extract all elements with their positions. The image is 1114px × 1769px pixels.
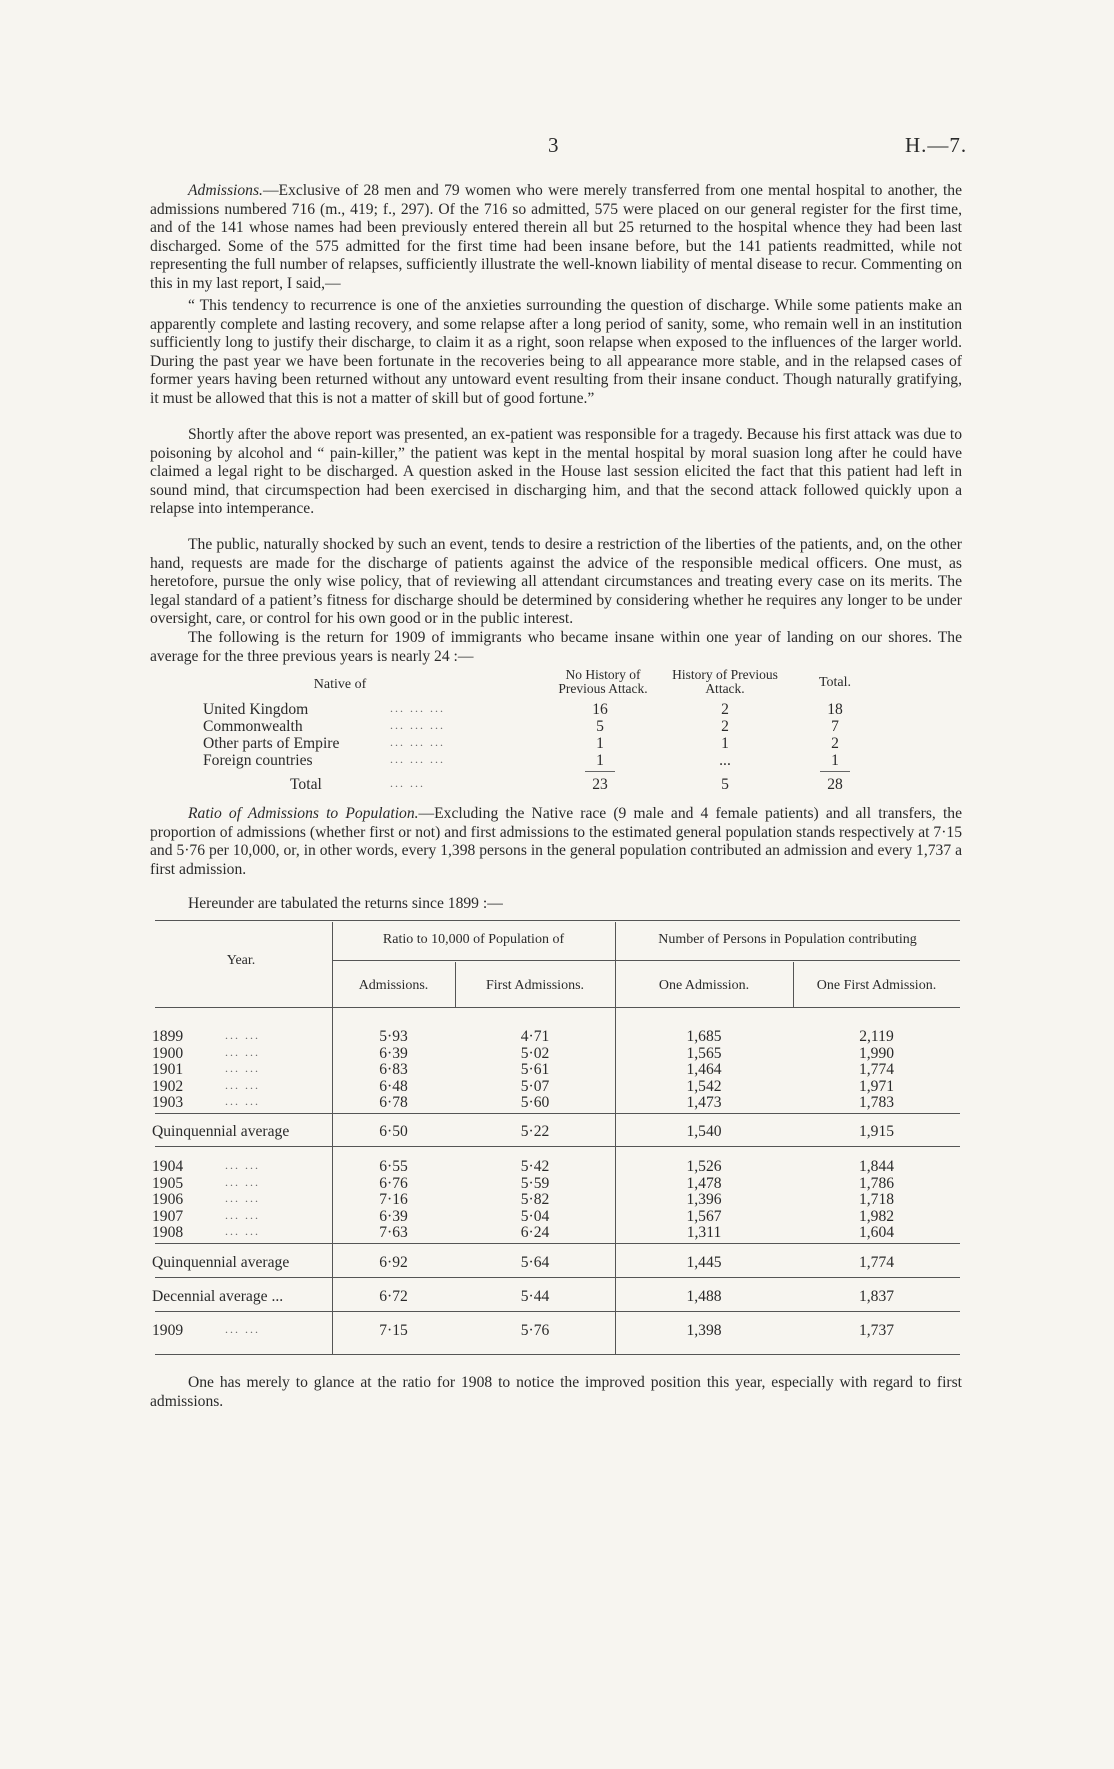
leader-dots: ... ... ... [390, 735, 445, 749]
no-history-value: 5 [596, 718, 604, 735]
one-first-admission-value: 1,982 [858, 1207, 895, 1225]
one-first-admission-value: 1,971 [858, 1077, 895, 1095]
table-row [150, 1191, 962, 1209]
header-ratio-group: Ratio to 10,000 of Population of [382, 932, 565, 947]
one-admission-value: 1,567 [686, 1207, 722, 1225]
header-year: Year. [226, 953, 256, 968]
quinquennial-average-row [150, 1123, 962, 1141]
one-admission-value: 1,478 [686, 1174, 722, 1192]
leader-dots: ... ... [225, 1061, 260, 1075]
one-admission-value: 1,488 [686, 1288, 722, 1305]
rule [155, 1113, 960, 1114]
header-history: History of Previous Attack. [672, 667, 778, 696]
year-label: 1902 [152, 1077, 184, 1095]
total-value: 1 [831, 752, 839, 769]
ratio-text: —Excluding the Native race (9 male and 4 female patients) and all transfers, the proportion of admissions (whether first or not) and first admissions to the estimated general population stands respectively at 7·15 and 5·76 per 10,000, or, in other words, every 1,398 persons in the general population contributed an admission and every 1,737 a first admission. [150, 805, 962, 878]
admissions-paragraph [150, 182, 962, 294]
ratio-paragraph [150, 805, 962, 879]
year-label: 1903 [152, 1094, 184, 1111]
year-label: 1900 [152, 1044, 184, 1062]
table-row [150, 1061, 962, 1079]
one-admission-value: 1,542 [686, 1077, 722, 1095]
year-label: 1904 [152, 1158, 184, 1175]
year-label: 1908 [152, 1224, 184, 1241]
tragedy-paragraph: Shortly after the above report was presented, an ex-patient was responsible for a tragedy. Because his first attack was due to poisoning by alcohol and “ pain-killer,” the patient was kept in the mental hospital by moral suasion long after he could have claimed a legal right to be discharged. A question asked in the House last session elicited the fact that this patient had left in sound mind, that circumspection had been exercised in discharging him, and that the second attack followed quickly upon a relapse into intemperance. [150, 426, 962, 518]
one-admission-value: 1,464 [686, 1061, 722, 1078]
header-total: Total. [818, 675, 852, 690]
year-label: 1906 [152, 1191, 184, 1208]
quote-paragraph: “ This tendency to recurrence is one of the anxieties surrounding the question of discharge. While some patients make an apparently complete and lasting recovery, and some relapse after a long period of sanity, some, who remain well in an institution sufficiently long to justify their discharge, to claim it as a right, soon relapse when exposed to the influences of the larger world. During the past year we have been fortunate in the recoveries being to all appearance more stable, and in the relapsed cases of former years having been returned without any untoward event resulting from their insane conduct. Though naturally gratifying, it must be allowed that this is not a matter of skill but of good fortune.” [150, 297, 962, 407]
admissions-text: —Exclusive of 28 men and 79 women who were merely transferred from one mental hospital to another, the admissions numbered 716 (m., 419; f., 297). Of the 716 so admitted, 575 were placed on our general register for the first time, and of the 141 whose names had been previously entered therein all but 25 returned to the hospital whence they had been last discharged. Some of the 575 admitted for the first time had been insane before, but the 141 patients readmitted, while not representing the full number of relapses, sufficiently illustrate the well-known liability of mental disease to recur. Commenting on this in my last report, I said,— [150, 182, 962, 292]
admissions-value: 6·48 [379, 1077, 408, 1095]
year-label: 1909 [152, 1322, 184, 1339]
no-history-value: 1 [596, 752, 604, 769]
row-label: Other parts of Empire [203, 735, 340, 752]
leader-dots: ... ... ... [390, 718, 445, 732]
total-label: Total [290, 776, 322, 793]
rule [155, 1146, 960, 1147]
leader-dots: ... ... [225, 1044, 260, 1059]
leader-dots: ... ... [225, 1191, 260, 1205]
average-label: Decennial average ... [152, 1288, 284, 1305]
total-value: 18 [827, 701, 843, 718]
header-one-first-admission: One First Admission. [816, 978, 937, 993]
history-value: ... [719, 752, 731, 769]
table-row [150, 1322, 962, 1340]
leader-dots: ... ... [225, 1158, 260, 1172]
admissions-value: 6·92 [379, 1254, 408, 1271]
first-admissions-value: 5·42 [520, 1158, 550, 1175]
first-admissions-value: 5·76 [520, 1322, 550, 1339]
document-reference: H.—7. [905, 133, 968, 157]
first-admissions-value: 5·82 [520, 1191, 550, 1208]
rule [820, 771, 850, 772]
admissions-value: 7·16 [379, 1191, 408, 1208]
leader-dots: ... ... [225, 1322, 260, 1336]
public-paragraph: The public, naturally shocked by such an event, tends to desire a restriction of the liberties of the patients, and, on the other hand, requests are made for the discharge of patients against the advice of the responsible medical officers. One must, as heretofore, pursue the only wise policy, that of reviewing all attendant circumstances and treating every case on its merits. The legal standard of a patient’s fitness for discharge should be determined by considering whether he requires any longer to be under oversight, care, or control for his own good or in the public interest. [150, 536, 962, 628]
one-first-admission-value: 2,119 [859, 1028, 894, 1045]
table-row [150, 1158, 962, 1176]
immigrants-intro: The following is the return for 1909 of immigrants who became insane within one year of landing on our shores. The average for the three previous years is nearly 24 :— [150, 629, 962, 665]
one-first-admission-value: 1,774 [858, 1254, 895, 1271]
table-row [150, 1045, 962, 1063]
one-first-admission-value: 1,718 [858, 1191, 895, 1208]
total-value: 7 [831, 718, 839, 735]
one-first-admission-value: 1,786 [858, 1174, 895, 1192]
admissions-value: 6·39 [379, 1207, 408, 1225]
rule [155, 1311, 960, 1312]
one-first-admission-value: 1,990 [858, 1044, 895, 1062]
rule [155, 1243, 960, 1244]
grand-total: 28 [827, 776, 843, 793]
rule [155, 1007, 960, 1008]
average-label: Quinquennial average [152, 1123, 290, 1140]
first-admissions-value: 5·61 [520, 1061, 550, 1078]
immigrants-table [190, 668, 950, 798]
admissions-value: 6·78 [379, 1094, 408, 1111]
leader-dots: ... ... ... [390, 701, 445, 715]
table-row [150, 1028, 962, 1046]
first-admissions-value: 5·22 [520, 1123, 550, 1140]
leader-dots: ... ... [390, 776, 425, 790]
one-admission-value: 1,540 [686, 1123, 722, 1140]
year-label: 1899 [152, 1028, 184, 1045]
first-admissions-value: 5·59 [520, 1174, 550, 1192]
one-first-admission-value: 1,837 [858, 1288, 895, 1305]
one-first-admission-value: 1,604 [858, 1224, 895, 1241]
header-native: Native of [313, 677, 367, 692]
one-first-admission-value: 1,737 [858, 1322, 895, 1339]
immigrants-row [190, 752, 950, 771]
table-row [150, 1208, 962, 1226]
one-admission-value: 1,473 [686, 1094, 722, 1111]
row-label: United Kingdom [203, 701, 309, 718]
leader-dots: ... ... [225, 1174, 260, 1189]
leader-dots: ... ... [225, 1028, 260, 1042]
first-admissions-value: 5·44 [520, 1288, 550, 1305]
one-admission-value: 1,311 [686, 1224, 722, 1241]
admissions-value: 7·15 [379, 1322, 408, 1339]
admissions-value: 6·55 [379, 1158, 408, 1175]
rule [155, 1277, 960, 1278]
leader-dots: ... ... [225, 1224, 260, 1238]
quinquennial-average-row [150, 1254, 962, 1272]
admissions-value: 7·63 [379, 1224, 408, 1241]
average-label: Quinquennial average [152, 1254, 290, 1271]
history-value: 2 [721, 718, 729, 735]
first-admissions-value: 6·24 [520, 1224, 550, 1241]
rule [585, 771, 615, 772]
admissions-value: 6·50 [379, 1123, 408, 1140]
closing-paragraph: One has merely to glance at the ratio for 1908 to notice the improved position this year, especially with regard to first admissions. [150, 1374, 962, 1410]
first-admissions-value: 5·60 [520, 1094, 550, 1111]
total-value: 2 [831, 735, 839, 752]
one-admission-value: 1,685 [686, 1028, 722, 1045]
header-one-admission: One Admission. [658, 978, 750, 993]
rule [155, 1354, 960, 1355]
returns-table [150, 920, 962, 1360]
leader-dots: ... ... [225, 1207, 260, 1222]
first-admissions-value: 5·04 [520, 1207, 550, 1225]
hereunder-paragraph: Hereunder are tabulated the returns since 1899 :— [188, 895, 503, 912]
admissions-value: 6·83 [379, 1061, 408, 1078]
rule [155, 920, 960, 921]
page-number: 3 [548, 133, 559, 157]
table-row [150, 1175, 962, 1193]
leader-dots: ... ... [225, 1094, 260, 1108]
one-admission-value: 1,445 [686, 1254, 722, 1271]
year-label: 1907 [152, 1207, 184, 1225]
one-admission-value: 1,396 [686, 1191, 722, 1208]
decennial-average-row [150, 1288, 962, 1306]
admissions-value: 6·39 [379, 1044, 408, 1062]
one-admission-value: 1,398 [686, 1322, 722, 1339]
row-label: Foreign countries [203, 752, 313, 769]
table-row [150, 1224, 962, 1242]
table-row [150, 1094, 962, 1112]
rule [332, 960, 960, 961]
admissions-value: 6·72 [379, 1288, 408, 1305]
one-first-admission-value: 1,774 [858, 1061, 895, 1078]
one-admission-value: 1,526 [686, 1158, 722, 1175]
one-first-admission-value: 1,844 [858, 1158, 895, 1175]
no-history-value: 16 [592, 701, 608, 718]
first-admissions-value: 5·02 [520, 1044, 550, 1062]
one-first-admission-value: 1,783 [858, 1094, 895, 1111]
admissions-value: 6·76 [379, 1174, 408, 1192]
admissions-value: 5·93 [379, 1028, 408, 1045]
ratio-heading: Ratio of Admissions to Population. [188, 805, 419, 822]
one-first-admission-value: 1,915 [858, 1123, 895, 1140]
history-value: 1 [721, 735, 729, 752]
year-label: 1905 [152, 1174, 184, 1192]
history-value: 2 [721, 701, 729, 718]
header-first-admissions: First Admissions. [485, 978, 585, 993]
header-admissions: Admissions. [358, 978, 429, 993]
admissions-heading: Admissions. [188, 182, 263, 199]
year-label: 1901 [152, 1061, 184, 1078]
table-row [150, 1078, 962, 1096]
header-no-history: No History of Previous Attack. [558, 667, 648, 696]
immigrants-total-row [190, 776, 950, 795]
one-admission-value: 1,565 [686, 1044, 722, 1062]
row-label: Commonwealth [203, 718, 303, 735]
first-admissions-value: 5·07 [520, 1077, 550, 1095]
no-history-total: 23 [592, 776, 608, 793]
leader-dots: ... ... ... [390, 752, 445, 766]
header-persons-group: Number of Persons in Population contributing [658, 932, 917, 947]
first-admissions-value: 5·64 [520, 1254, 550, 1271]
leader-dots: ... ... [225, 1077, 260, 1092]
first-admissions-value: 4·71 [520, 1028, 550, 1045]
history-total: 5 [721, 776, 729, 793]
no-history-value: 1 [596, 735, 604, 752]
